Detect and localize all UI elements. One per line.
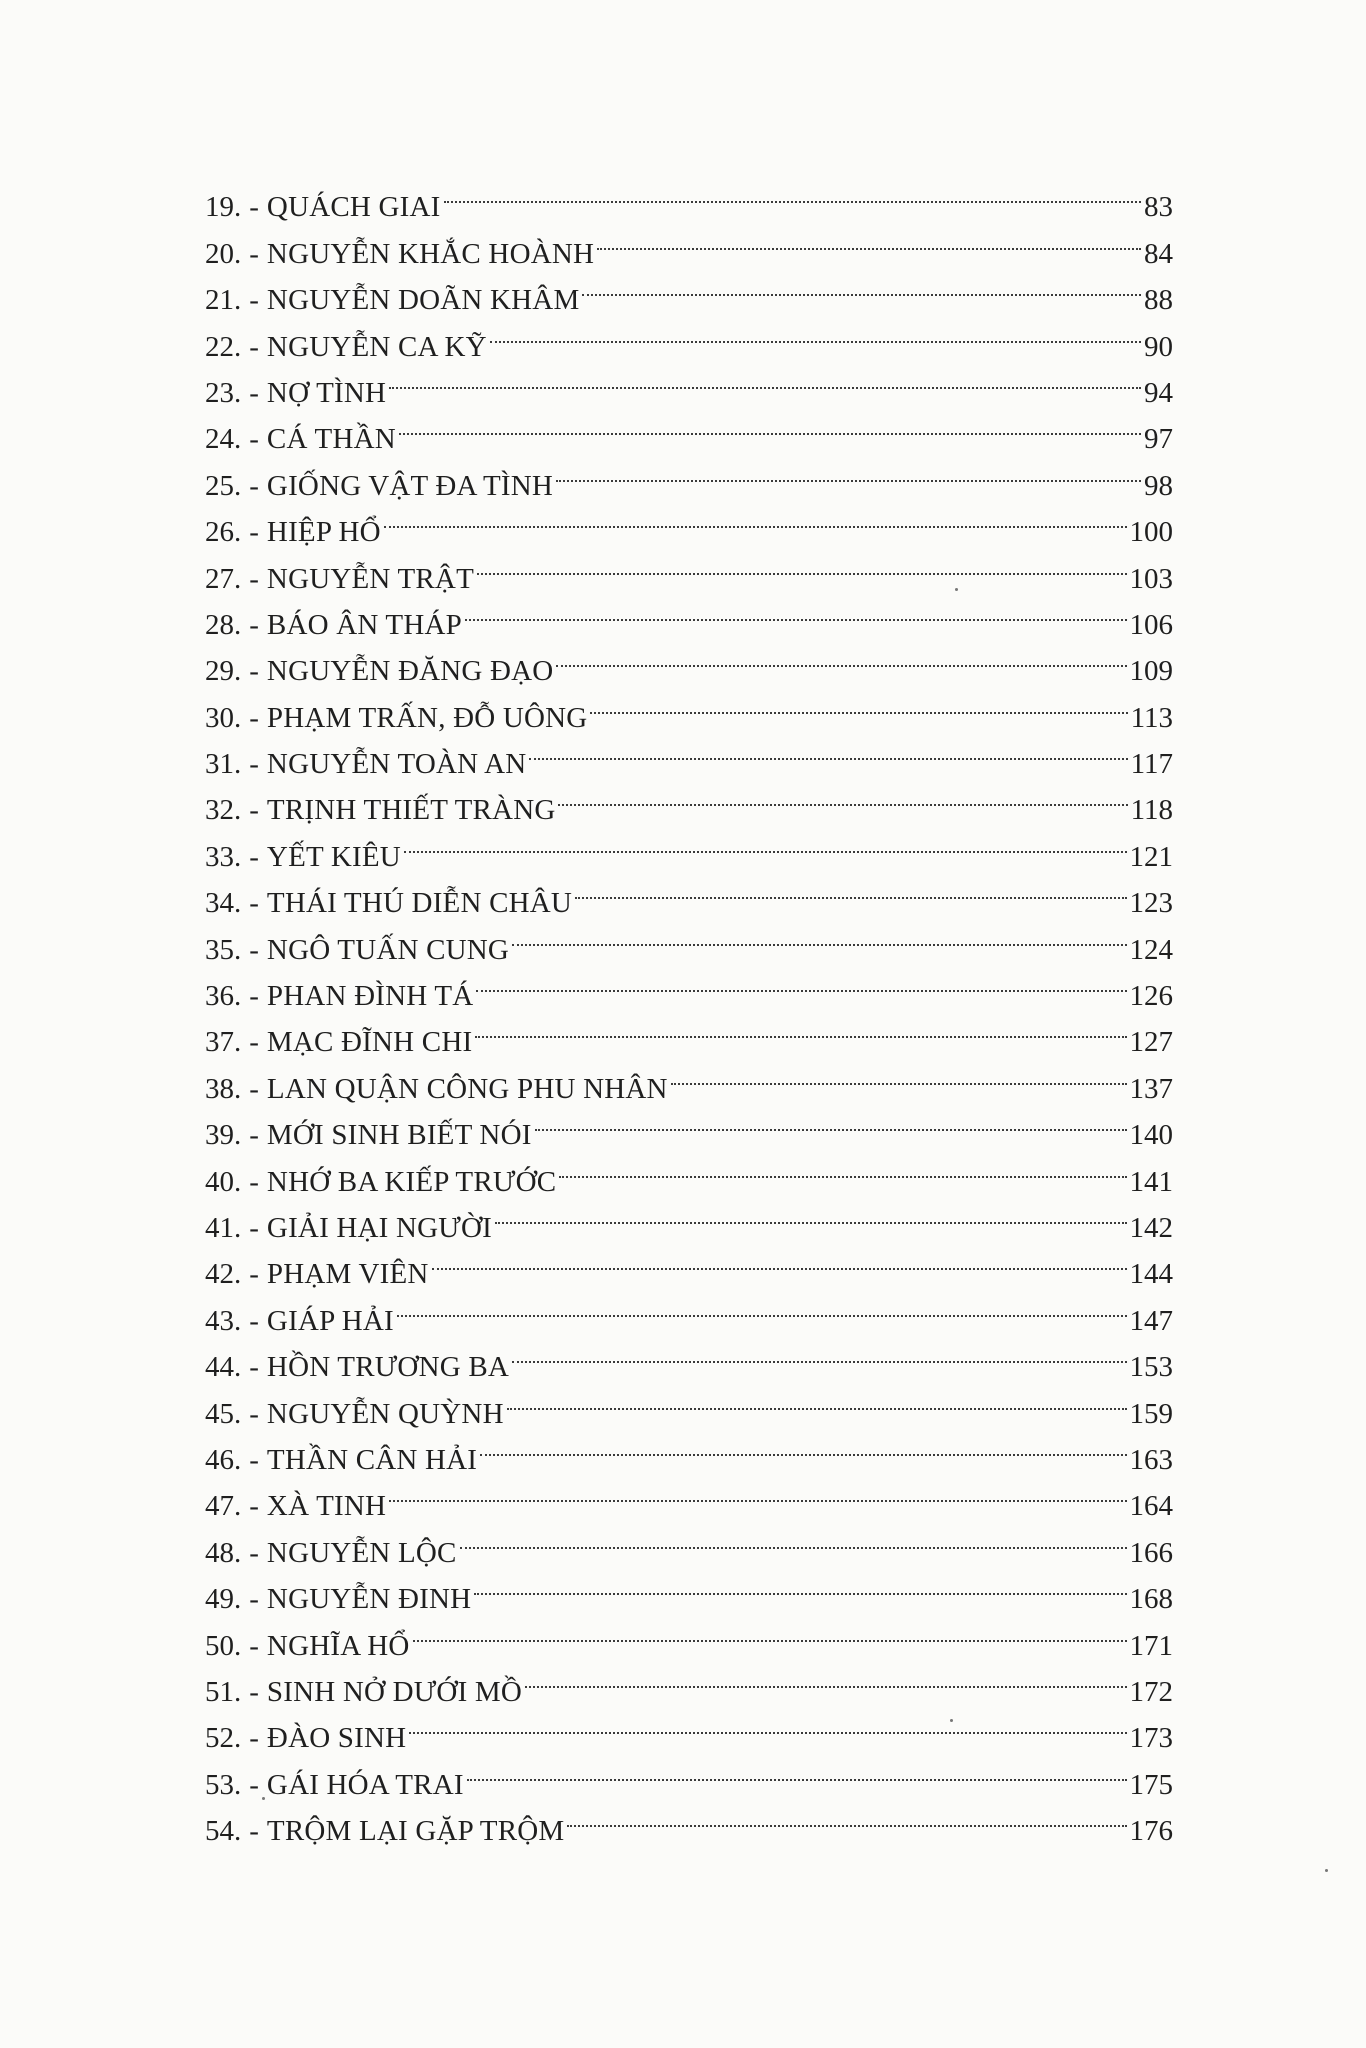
entry-number: 35.	[205, 933, 242, 966]
entry-separator: -	[249, 701, 259, 734]
entry-title: XÀ TINH	[266, 1490, 387, 1523]
dot-leader	[507, 1376, 1127, 1422]
entry-number: 37.	[205, 1026, 242, 1059]
dot-leader	[671, 1051, 1127, 1097]
entry-number: 41.	[205, 1211, 242, 1244]
entry-page-number: 124	[1129, 933, 1173, 966]
entry-page-number: 164	[1129, 1490, 1173, 1523]
entry-title: ĐÀO SINH	[266, 1722, 407, 1755]
entry-title: PHẠM TRẤN, ĐỖ UÔNG	[266, 701, 588, 734]
entry-title: LAN QUẬN CÔNG PHU NHÂN	[266, 1072, 668, 1105]
entry-number: 31.	[205, 748, 242, 781]
entry-separator: -	[249, 1119, 259, 1152]
entry-separator: -	[249, 980, 259, 1013]
dot-leader	[495, 1191, 1127, 1237]
entry-separator: -	[249, 1815, 259, 1848]
entry-number: 45.	[205, 1397, 242, 1430]
entry-page-number: 137	[1129, 1072, 1173, 1105]
entry-number: 32.	[205, 794, 242, 827]
entry-separator: -	[249, 191, 259, 224]
dot-leader	[567, 1794, 1126, 1840]
entry-separator: -	[249, 1397, 259, 1430]
entry-page-number: 141	[1129, 1165, 1173, 1198]
entry-title: YẾT KIÊU	[266, 840, 401, 873]
entry-title: NGUYỄN CA KỸ	[266, 330, 487, 363]
entry-title: NGUYỄN TRẬT	[266, 562, 474, 595]
entry-separator: -	[249, 284, 259, 317]
entry-title: THẦN CÂN HẢI	[266, 1443, 478, 1476]
entry-number: 21.	[205, 284, 242, 317]
dot-leader	[535, 1098, 1127, 1144]
entry-separator: -	[249, 423, 259, 456]
entry-number: 51.	[205, 1675, 242, 1708]
entry-page-number: 94	[1144, 376, 1173, 409]
entry-number: 19.	[205, 191, 242, 224]
entry-page-number: 90	[1144, 330, 1173, 363]
entry-page-number: 168	[1129, 1583, 1173, 1616]
entry-page-number: 83	[1144, 191, 1173, 224]
dot-leader	[556, 448, 1141, 494]
dot-leader	[413, 1608, 1127, 1654]
entry-page-number: 176	[1129, 1815, 1173, 1848]
entry-separator: -	[249, 1675, 259, 1708]
entry-title: NGUYỄN TOÀN AN	[266, 748, 527, 781]
entry-number: 23.	[205, 376, 242, 409]
entry-title: NGÔ TUẤN CUNG	[266, 933, 510, 966]
entry-number: 49.	[205, 1583, 242, 1616]
entry-page-number: 109	[1129, 655, 1173, 688]
entry-page-number: 126	[1129, 980, 1173, 1013]
entry-title: TRỘM LẠI GẶP TRỘM	[266, 1815, 565, 1848]
entry-page-number: 113	[1130, 701, 1173, 734]
entry-title: NGUYỄN DOÃN KHÂM	[266, 284, 580, 317]
entry-page-number: 127	[1129, 1026, 1173, 1059]
entry-title: QUÁCH GIAI	[266, 191, 441, 224]
entry-page-number: 163	[1129, 1443, 1173, 1476]
entry-separator: -	[249, 748, 259, 781]
entry-separator: -	[249, 933, 259, 966]
entry-page-number: 84	[1144, 237, 1173, 270]
entry-number: 20.	[205, 237, 242, 270]
entry-number: 44.	[205, 1351, 242, 1384]
entry-separator: -	[249, 1536, 259, 1569]
entry-separator: -	[249, 1165, 259, 1198]
scan-speck	[1325, 1869, 1328, 1872]
entry-title: NGUYỄN ĐINH	[266, 1583, 472, 1616]
entry-number: 50.	[205, 1629, 242, 1662]
entry-separator: -	[249, 1072, 259, 1105]
entry-number: 36.	[205, 980, 242, 1013]
dot-leader	[480, 1423, 1126, 1469]
entry-separator: -	[249, 1768, 259, 1801]
dot-leader	[465, 588, 1127, 634]
entry-separator: -	[249, 330, 259, 363]
entry-separator: -	[249, 1722, 259, 1755]
entry-page-number: 172	[1129, 1675, 1173, 1708]
table-of-contents	[205, 170, 1173, 1848]
entry-page-number: 123	[1129, 887, 1173, 920]
entry-separator: -	[249, 1490, 259, 1523]
dot-leader	[409, 1701, 1126, 1747]
entry-number: 24.	[205, 423, 242, 456]
entry-number: 48.	[205, 1536, 242, 1569]
dot-leader	[444, 170, 1142, 216]
entry-separator: -	[249, 1629, 259, 1662]
entry-title: NGUYỄN ĐĂNG ĐẠO	[266, 655, 554, 688]
entry-number: 46.	[205, 1443, 242, 1476]
entry-number: 54.	[205, 1815, 242, 1848]
dot-leader	[477, 541, 1127, 587]
entry-title: MỚI SINH BIẾT NÓI	[266, 1119, 532, 1152]
dot-leader	[512, 912, 1126, 958]
entry-title: NHỚ BA KIẾP TRƯỚC	[266, 1165, 557, 1198]
dot-leader	[490, 309, 1141, 355]
entry-page-number: 153	[1129, 1351, 1173, 1384]
entry-number: 25.	[205, 469, 242, 502]
entry-number: 26.	[205, 516, 242, 549]
dot-leader	[575, 866, 1126, 912]
dot-leader	[467, 1747, 1127, 1793]
entry-separator: -	[249, 1304, 259, 1337]
entry-separator: -	[249, 608, 259, 641]
dot-leader	[474, 1562, 1126, 1608]
entry-title: GIẢI HẠI NGƯỜI	[266, 1211, 492, 1244]
entry-page-number: 159	[1129, 1397, 1173, 1430]
entry-page-number: 140	[1129, 1119, 1173, 1152]
entry-number: 28.	[205, 608, 242, 641]
dot-leader	[404, 819, 1127, 865]
entry-page-number: 98	[1144, 469, 1173, 502]
entry-title: PHAN ĐÌNH TÁ	[266, 980, 474, 1013]
entry-number: 39.	[205, 1119, 242, 1152]
entry-page-number: 117	[1130, 748, 1173, 781]
dot-leader	[432, 1237, 1127, 1283]
entry-number: 53.	[205, 1768, 242, 1801]
entry-separator: -	[249, 887, 259, 920]
scan-speck	[955, 588, 958, 591]
entry-page-number: 173	[1129, 1722, 1173, 1755]
entry-page-number: 103	[1129, 562, 1173, 595]
entry-number: 27.	[205, 562, 242, 595]
dot-leader	[389, 356, 1141, 402]
dot-leader	[384, 495, 1127, 541]
entry-number: 22.	[205, 330, 242, 363]
entry-separator: -	[249, 794, 259, 827]
entry-title: CÁ THẦN	[266, 423, 396, 456]
entry-separator: -	[249, 516, 259, 549]
entry-title: NỢ TÌNH	[266, 376, 387, 409]
entry-title: GIỐNG VẬT ĐA TÌNH	[266, 469, 554, 502]
entry-title: NGUYỄN LỘC	[266, 1536, 457, 1569]
entry-separator: -	[249, 655, 259, 688]
entry-separator: -	[249, 1211, 259, 1244]
entry-number: 34.	[205, 887, 242, 920]
entry-title: HIỆP HỔ	[266, 516, 381, 549]
entry-number: 47.	[205, 1490, 242, 1523]
entry-page-number: 118	[1130, 794, 1173, 827]
entry-number: 40.	[205, 1165, 242, 1198]
entry-page-number: 97	[1144, 423, 1173, 456]
dot-leader	[476, 959, 1126, 1005]
entry-page-number: 175	[1129, 1768, 1173, 1801]
entry-title: THÁI THÚ DIỄN CHÂU	[266, 887, 573, 920]
entry-page-number: 144	[1129, 1258, 1173, 1291]
dot-leader	[529, 727, 1127, 773]
entry-page-number: 100	[1129, 516, 1173, 549]
dot-leader	[475, 1005, 1126, 1051]
entry-page-number: 166	[1129, 1536, 1173, 1569]
entry-page-number: 171	[1129, 1629, 1173, 1662]
entry-separator: -	[249, 840, 259, 873]
entry-separator: -	[249, 1351, 259, 1384]
entry-separator: -	[249, 1258, 259, 1291]
toc-entry	[205, 170, 1173, 224]
dot-leader	[597, 216, 1141, 262]
dot-leader	[389, 1469, 1126, 1515]
entry-title: TRỊNH THIẾT TRÀNG	[266, 794, 556, 827]
entry-separator: -	[249, 1583, 259, 1616]
dot-leader	[460, 1515, 1127, 1561]
entry-title: GIÁP HẢI	[266, 1304, 394, 1337]
entry-title: GÁI HÓA TRAI	[266, 1768, 464, 1801]
entry-title: SINH NỞ DƯỚI MỒ	[266, 1675, 523, 1708]
entry-title: PHẠM VIÊN	[266, 1258, 429, 1291]
entry-page-number: 121	[1129, 840, 1173, 873]
entry-separator: -	[249, 469, 259, 502]
dot-leader	[512, 1330, 1127, 1376]
entry-number: 29.	[205, 655, 242, 688]
entry-title: NGHĨA HỔ	[266, 1629, 410, 1662]
entry-number: 43.	[205, 1304, 242, 1337]
entry-number: 38.	[205, 1072, 242, 1105]
entry-separator: -	[249, 1026, 259, 1059]
dot-leader	[582, 263, 1141, 309]
scan-speck	[262, 1797, 265, 1800]
entry-page-number: 88	[1144, 284, 1173, 317]
entry-title: NGUYỄN QUỲNH	[266, 1397, 504, 1430]
dot-leader	[399, 402, 1141, 448]
entry-title: MẠC ĐĨNH CHI	[266, 1026, 473, 1059]
dot-leader	[558, 773, 1127, 819]
dot-leader	[559, 1144, 1126, 1190]
entry-page-number: 106	[1129, 608, 1173, 641]
entry-separator: -	[249, 376, 259, 409]
entry-page-number: 142	[1129, 1211, 1173, 1244]
entry-title: NGUYỄN KHẮC HOÀNH	[266, 237, 595, 270]
entry-separator: -	[249, 237, 259, 270]
entry-page-number: 147	[1129, 1304, 1173, 1337]
dot-leader	[525, 1655, 1126, 1701]
entry-number: 30.	[205, 701, 242, 734]
entry-title: HỒN TRƯƠNG BA	[266, 1351, 509, 1384]
entry-separator: -	[249, 562, 259, 595]
scan-speck	[950, 1719, 953, 1722]
entry-number: 42.	[205, 1258, 242, 1291]
entry-separator: -	[249, 1443, 259, 1476]
dot-leader	[397, 1283, 1127, 1329]
entry-number: 33.	[205, 840, 242, 873]
dot-leader	[590, 680, 1127, 726]
dot-leader	[556, 634, 1126, 680]
entry-number: 52.	[205, 1722, 242, 1755]
entry-title: BÁO ÂN THÁP	[266, 608, 462, 641]
